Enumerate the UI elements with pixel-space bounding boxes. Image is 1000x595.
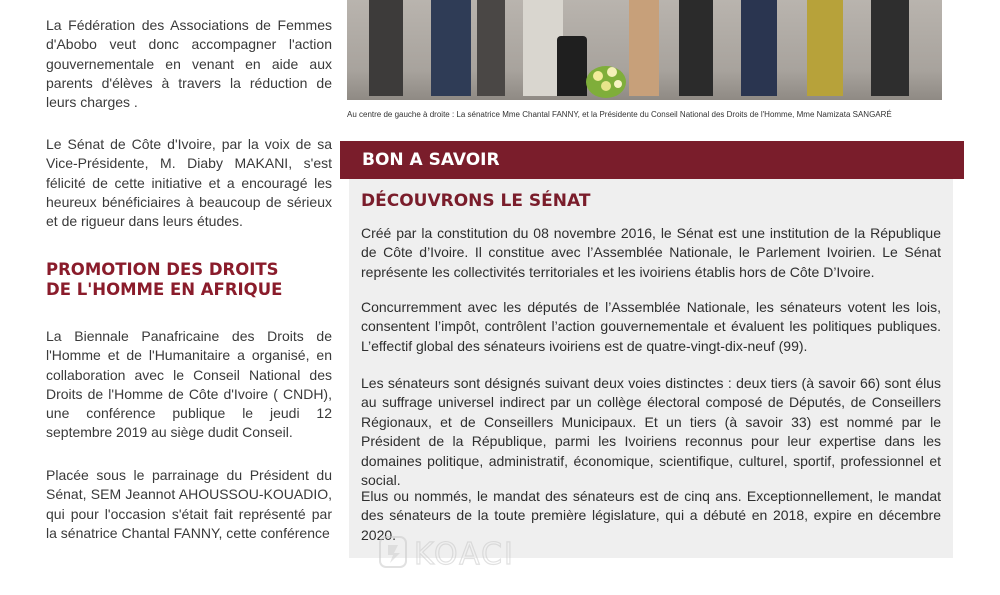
- article-paragraph: La Fédération des Associations de Femmes d'Abobo veut donc accompagner l'action gouvernementale en venant en aide aux parents d'élèves à travers la réduction de leurs charges .: [46, 17, 332, 111]
- photo-person: [431, 0, 471, 96]
- banner-label: BON A SAVOIR: [362, 150, 500, 170]
- box-paragraph: Elus ou nommés, le mandat des sénateurs est de cinq ans. Exceptionnellement, le mandat des sénateurs de la toute première législature, qui a débuté en 2018, expire en décembre 2020.: [361, 488, 941, 543]
- photo-caption: Au centre de gauche à droite : La sénatrice Mme Chantal FANNY, et la Présidente du Conseil National des Droits de l'Homme, Mme Namizata SANGARÉ: [347, 110, 892, 119]
- section-heading: [46, 260, 332, 300]
- box-title: DÉCOUVRONS LE SÉNAT: [361, 191, 591, 211]
- section-heading-line: PROMOTION DES DROITS: [46, 260, 279, 279]
- watermark-text: KOACI: [414, 537, 515, 572]
- article-paragraph: La Biennale Panafricaine des Droits de l'Homme et de l'Humanitaire a organisé, en collaboration avec le Conseil National des Droits de l'Homme de Côte d'Ivoire ( CNDH), une conférence publique le jeudi 12 septembre 2019 au siège dudit Conseil.: [46, 328, 332, 441]
- section-heading-line: DE L'HOMME EN AFRIQUE: [46, 280, 283, 299]
- box-paragraph: Les sénateurs sont désignés suivant deux voies distinctes : deux tiers (à savoir 66) sont élus au suffrage universel indirect par un collège électoral composé de Députés, de Conseillers Régionaux, et de Conseillers Municipaux. Et un tiers (à savoir 33) est nommé par le Président de la République, parmi les Ivoiriens reconnus pour leur expertise dans les domaines politique, administratif, économique, scientifique, culturel, sportif, professionnel et social.: [361, 375, 941, 489]
- flower-bouquet: [584, 58, 628, 100]
- photo-person: [807, 0, 843, 96]
- photo-person: [741, 0, 777, 96]
- photo-person: [871, 0, 909, 96]
- photo-person: [369, 0, 403, 96]
- info-banner: [340, 141, 964, 179]
- photo-person: [477, 0, 505, 96]
- article-paragraph: Le Sénat de Côte d'Ivoire, par la voix de sa Vice-Présidente, M. Diaby MAKANI, s'est félicité de cette initiative et a encouragé les heureux bénéficiaires à beaucoup de sérieux et de rigueur dans leurs études.: [46, 136, 332, 230]
- box-paragraph: Créé par la constitution du 08 novembre 2016, le Sénat est une institution de la République de Côte d’Ivoire. Il constitue avec l’Assemblée Nationale, le Parlement Ivoirien. Le Sénat représente les collectivités territoriales et les ivoiriens établis hors de Côte D’Ivoire.: [361, 225, 941, 280]
- group-photo: [347, 0, 942, 100]
- photo-person: [557, 36, 587, 96]
- box-paragraph: Concurremment avec les députés de l’Assemblée Nationale, les sénateurs votent les lois, consentent l’impôt, contrôlent l’action gouvernementale et évaluent les politiques publiques. L’effectif global des sénateurs ivoiriens est de quatre-vingt-dix-neuf (99).: [361, 299, 941, 354]
- article-paragraph: Placée sous le parrainage du Président du Sénat, SEM Jeannot AHOUSSOU-KOUADIO, qui pour l'occasion s'était fait représenté par la sénatrice Chantal FANNY, cette conférence: [46, 467, 332, 541]
- photo-person: [629, 0, 659, 96]
- photo-person: [679, 0, 713, 96]
